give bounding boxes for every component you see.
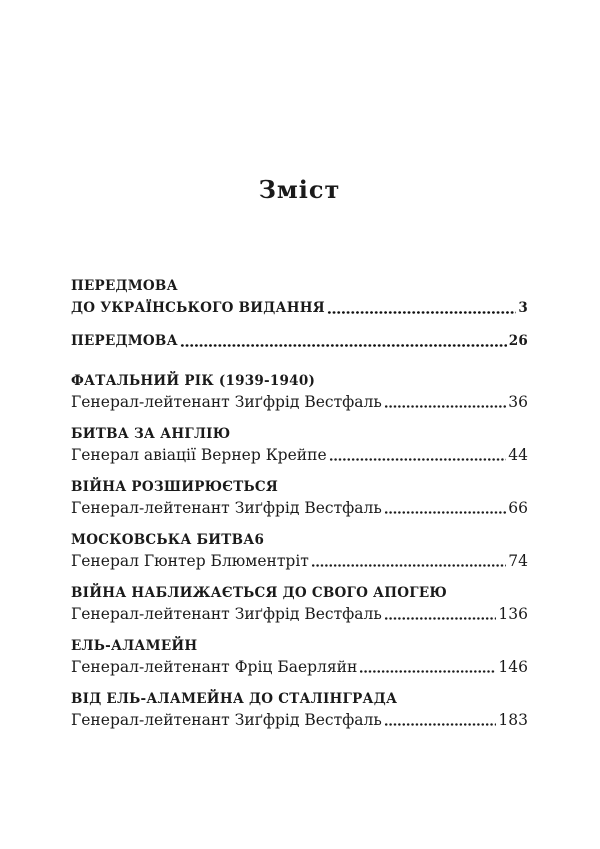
page-title: Зміст	[258, 175, 341, 204]
dot-leader	[384, 723, 497, 726]
toc-entry-heading: ПЕРЕДМОВА	[71, 278, 178, 294]
toc-entry-heading: ФАТАЛЬНИЙ РІК (1939-1940)	[71, 373, 316, 389]
toc-entry-page-number: 146	[498, 658, 528, 676]
dot-leader	[329, 458, 507, 461]
toc-entry-page-number: 74	[508, 552, 528, 570]
toc-entry-author: Генерал-лейтенант Зиґфрід Вестфаль	[71, 711, 382, 729]
toc-entry-leader-row	[71, 445, 528, 465]
toc-entry-heading: ВІЙНА РОЗШИРЮЄТЬСЯ	[71, 479, 279, 495]
toc-entry-leader-row	[71, 297, 528, 319]
dot-leader	[327, 311, 516, 314]
toc-entry-author: Генерал Гюнтер Блюментріт	[71, 552, 309, 570]
toc-entry-heading: МОСКОВСЬКА БИТВА6	[71, 532, 265, 548]
toc-entry-heading: ДО УКРАЇНСЬКОГО ВИДАННЯ	[71, 300, 325, 316]
toc-entry	[71, 635, 528, 677]
toc-entry	[71, 370, 528, 412]
toc-entry-leader-row	[71, 551, 528, 571]
toc-entry-leader-row	[71, 710, 528, 730]
toc-entry-page-number: 136	[498, 605, 528, 623]
toc-entry-heading: ПЕРЕДМОВА	[71, 333, 178, 349]
toc-entry-heading: ЕЛЬ-АЛАМЕЙН	[71, 638, 198, 654]
toc-entry-page-number: 44	[508, 446, 528, 464]
toc-entry-page-number: 3	[518, 300, 528, 316]
toc-entry-author: Генерал-лейтенант Фріц Баерляйн	[71, 658, 358, 676]
toc-entry-page-number: 26	[508, 333, 528, 349]
toc-entry-leader-row	[71, 604, 528, 624]
toc-entry-leader-row	[71, 330, 528, 352]
toc-entry	[71, 275, 528, 319]
dot-leader	[359, 670, 496, 673]
dot-leader	[384, 511, 506, 514]
toc-entry-author: Генерал-лейтенант Зиґфрід Вестфаль	[71, 605, 382, 623]
toc-entry	[71, 688, 528, 730]
toc-list	[71, 275, 528, 730]
toc-entry	[71, 423, 528, 465]
dot-leader	[180, 344, 507, 347]
toc-entry-leader-row	[71, 657, 528, 677]
toc-entry-author: Генерал-лейтенант Зиґфрід Вестфаль	[71, 393, 382, 411]
dot-leader	[384, 617, 497, 620]
dot-leader	[311, 564, 506, 567]
toc-entry-page-number: 66	[508, 499, 528, 517]
toc-entry	[71, 582, 528, 624]
toc-entry	[71, 476, 528, 518]
toc-entry-leader-row	[71, 498, 528, 518]
toc-entry-heading: ВІД ЕЛЬ-АЛАМЕЙНА ДО СТАЛІНГРАДА	[71, 691, 398, 707]
dot-leader	[384, 405, 506, 408]
toc-entry-page-number: 36	[508, 393, 528, 411]
toc-entry-author: Генерал-лейтенант Зиґфрід Вестфаль	[71, 499, 382, 517]
toc-entry-page-number: 183	[498, 711, 528, 729]
toc-entry-heading: БИТВА ЗА АНГЛІЮ	[71, 426, 231, 442]
toc-entry-heading: ВІЙНА НАБЛИЖАЄТЬСЯ ДО СВОГО АПОГЕЮ	[71, 585, 448, 601]
toc-entry-author: Генерал авіації Вернер Крейпе	[71, 446, 327, 464]
toc-entry	[71, 529, 528, 571]
toc-entry	[71, 330, 528, 352]
toc-entry-leader-row	[71, 392, 528, 412]
